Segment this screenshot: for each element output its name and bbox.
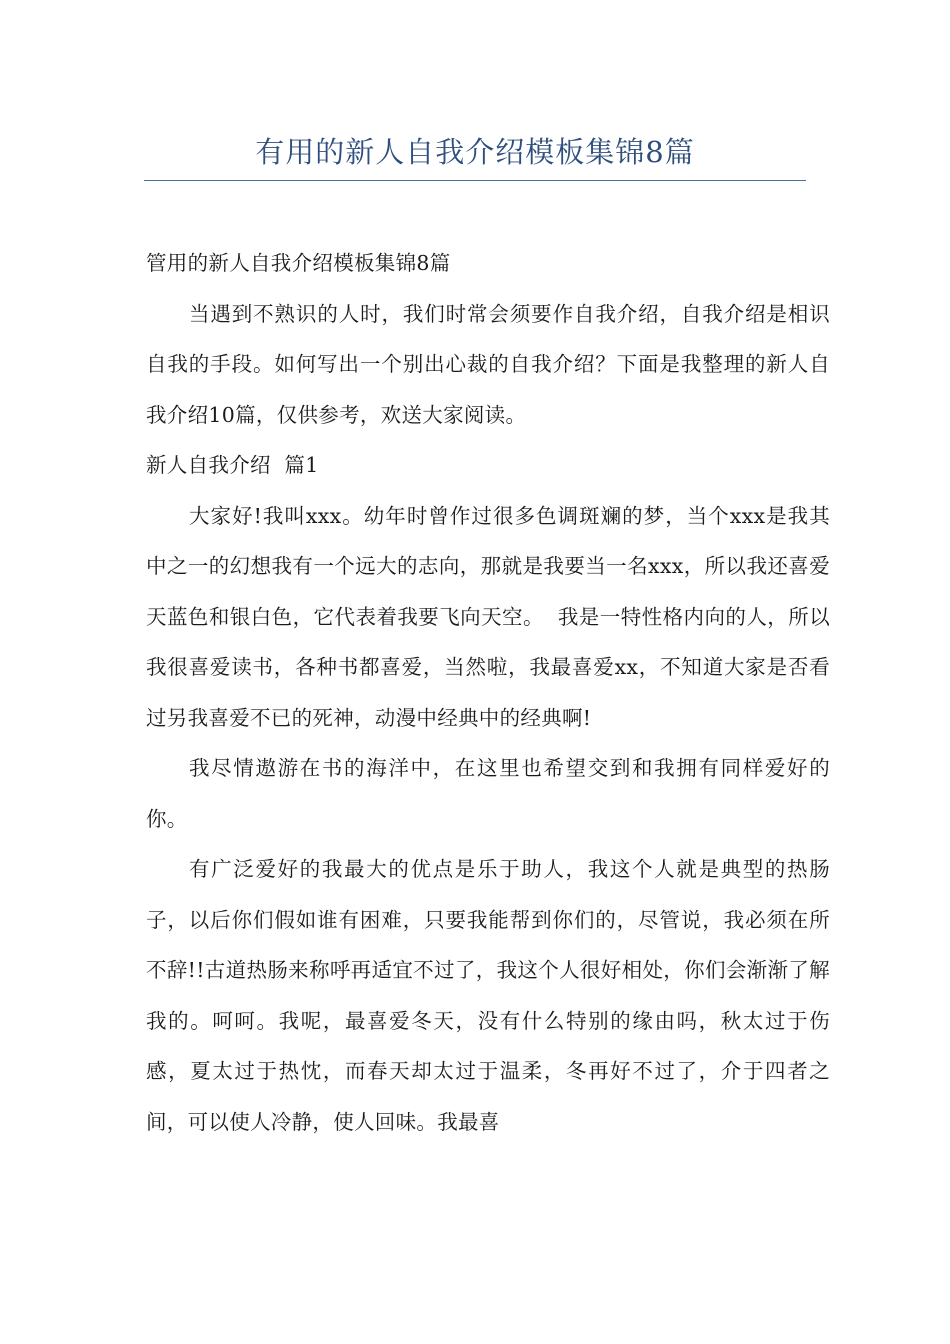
- body-paragraph: 我尽情遨游在书的海洋中，在这里也希望交到和我拥有同样爱好的你。: [146, 756, 830, 831]
- document-title: 有用的新人自我介绍模板集锦8篇: [255, 135, 695, 169]
- subtitle-paragraph: 管用的新人自我介绍模板集锦8篇: [146, 251, 451, 275]
- title-underline: [144, 180, 806, 181]
- document-body: [146, 238, 830, 1147]
- intro-paragraph: 当遇到不熟识的人时，我们时常会须要作自我介绍，自我介绍是相识自我的手段。如何写出一个别出心裁的自我介绍？下面是我整理的新人自我介绍10篇，仅供参考，欢送大家阅读。: [146, 301, 830, 427]
- body-paragraph: 大家好!我叫xxx。幼年时曾作过很多色调斑斓的梦，当个xxx是我其中之一的幻想我有一个远大的志向，那就是我要当一名xxx，所以我还喜爱天蓝色和银白色，它代表着我要飞向天空。 我是一特性格内向的人，所以我很喜爱读书，各种书都喜爱，当然啦，我最喜爱xx，不知道大家是否看过另我喜爱不已的死神，动漫中经典中的经典啊!: [146, 503, 830, 730]
- section-heading: 新人自我介绍 篇1: [146, 453, 319, 477]
- body-paragraph: 有广泛爱好的我最大的优点是乐于助人，我这个人就是典型的热肠子，以后你们假如谁有困难，只要我能帮到你们的，尽管说，我必须在所不辞!!古道热肠来称呼再适宜不过了，我这个人很好相处，你们会渐渐了解我的。呵呵。我呢，最喜爱冬天，没有什么特别的缘由吗，秋太过于伤感，夏太过于热忱，而春天却太过于温柔，冬再好不过了，介于四者之间，可以使人冷静，使人回味。我最喜: [146, 857, 830, 1134]
